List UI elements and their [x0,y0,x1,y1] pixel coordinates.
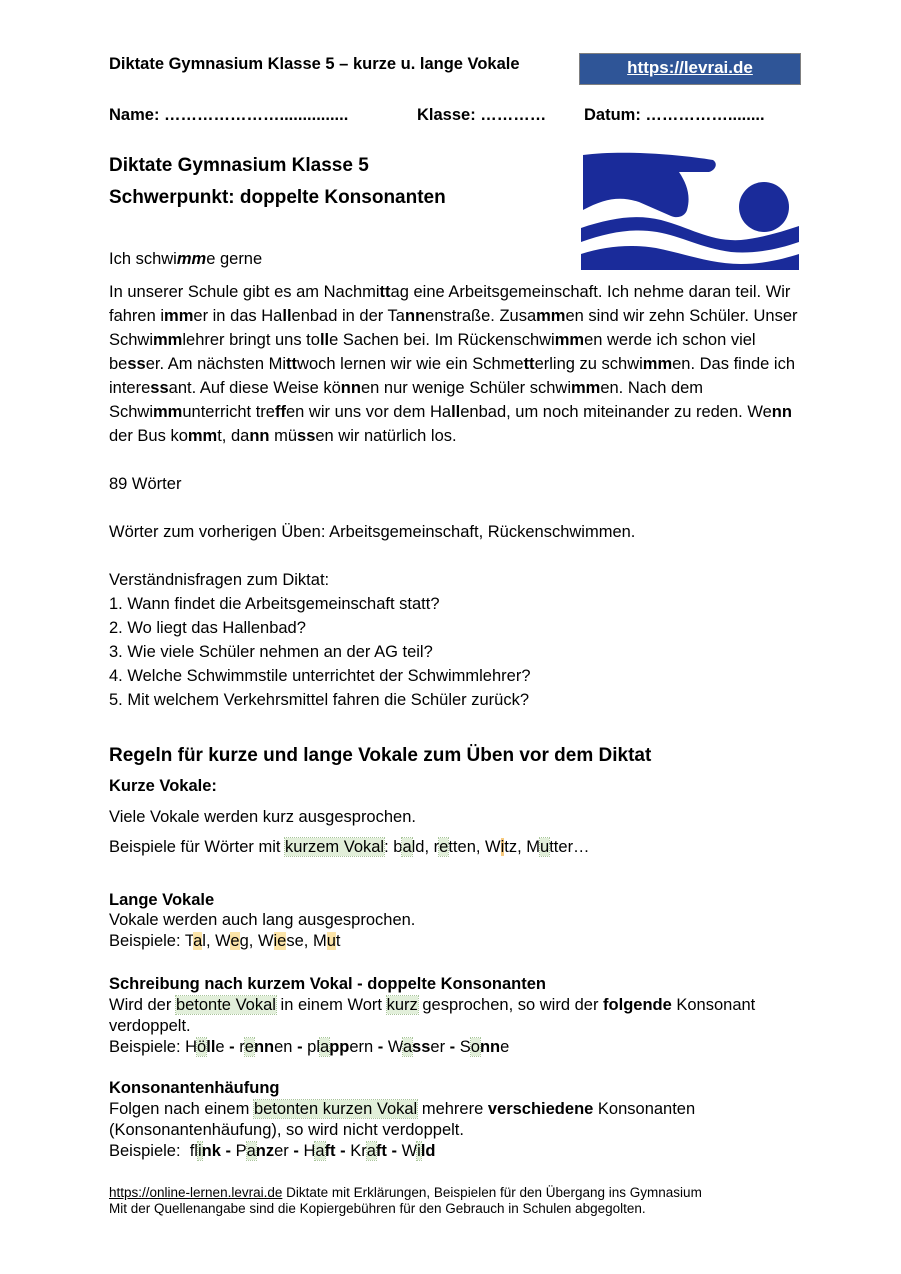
schreibung-examples: Beispiele: Hölle - rennen - plappern - Wasser - Sonne [109,1038,510,1056]
klasse-field: Klasse: ………… [417,106,547,124]
footer-copyright: Mit der Quellenangabe sind die Kopiergebühren für den Gebrauch in Schulen abgegolten. [109,1201,646,1216]
kurze-vokale-examples: Beispiele für Wörter mit kurzem Vokal: bald, retten, Witz, Mutter… [109,838,590,856]
haeufung-text: Folgen nach einem betonten kurzen Vokal mehrere verschiedene Konsonanten (Konsonantenhäufung), so wird nicht verdoppelt. [109,1100,696,1139]
list-item: 3. Wie viele Schüler nehmen an der AG teil? [109,643,433,661]
list-item: 1. Wann findet die Arbeitsgemeinschaft statt? [109,595,440,613]
word-count: 89 Wörter [109,475,182,493]
levrai-link-box[interactable] [579,53,801,85]
kurze-vokale-text: Viele Vokale werden kurz ausgesprochen. [109,808,416,826]
page-heading: Diktate Gymnasium Klasse 5 [109,155,369,176]
list-item: 4. Welche Schwimmstile unterrichtet der Schwimmlehrer? [109,667,531,685]
lange-vokale-examples: Beispiele: Tal, Weg, Wiese, Mut [109,932,341,950]
levrai-link[interactable]: https://levrai.de [627,58,753,77]
swimmer-icon [581,150,799,270]
lange-vokale-text: Vokale werden auch lang ausgesprochen. [109,911,416,929]
footer-link[interactable]: https://online-lernen.levrai.de [109,1185,283,1200]
haeufung-heading: Konsonantenhäufung [109,1079,280,1097]
footer: https://online-lernen.levrai.de Diktate mit Erklärungen, Beispielen für den Übergang ins Gymnasium Mit der Quellenangabe sind die Kopiergebühren für den Gebrauch in Schulen abgegolten. [109,1185,702,1216]
diktat-title: Ich schwimme gerne [109,250,263,268]
schreibung-heading: Schreibung nach kurzem Vokal - doppelte Konsonanten [109,975,547,993]
list-item: 5. Mit welchem Verkehrsmittel fahren die Schüler zurück? [109,691,530,709]
haeufung-examples: Beispiele: flink - Panzer - Haft - Kraft - Wild [109,1142,436,1160]
list-item: 2. Wo liegt das Hallenbad? [109,619,306,637]
question-list [109,568,531,712]
document-title: Diktate Gymnasium Klasse 5 – kurze u. lange Vokale [109,55,520,73]
kurze-vokale-heading: Kurze Vokale: [109,777,217,795]
page-subheading: Schwerpunkt: doppelte Konsonanten [109,187,446,208]
name-field: Name: …………………............... [109,106,349,124]
lange-vokale-heading: Lange Vokale [109,891,215,909]
questions-intro: Verständnisfragen zum Diktat: [109,571,330,589]
diktat-text: In unserer Schule gibt es am Nachmittag eine Arbeitsgemeinschaft. Ich nehme daran teil. Wir fahren immer in das Hallenbad in der Tannenstraße. Zusammen sind wir zehn Schüler. Unser Schwimmlehrer bringt uns tolle Sachen bei. Im Rückenschwimmen werde ich schon viel besser. Am nächsten Mittwoch lernen wir wie ein Schmetterling zu schwimmen. Das finde ich interessant. Auf diese Weise können nur wenige Schüler schwimmen. Nach dem Schwimmunterricht treffen wir uns vor dem Hallenbad, um noch miteinander zu reden. Wenn der Bus kommt, dann müssen wir natürlich los. [109,283,798,445]
practice-words: Wörter zum vorherigen Üben: Arbeitsgemeinschaft, Rückenschwimmen. [109,523,636,541]
datum-field: Datum: ……………........ [584,106,765,124]
rules-heading: Regeln für kurze und lange Vokale zum Üben vor dem Diktat [109,745,652,766]
schreibung-text: Wird der betonte Vokal in einem Wort kurz gesprochen, so wird der folgende Konsonant verdoppelt. [109,996,756,1035]
